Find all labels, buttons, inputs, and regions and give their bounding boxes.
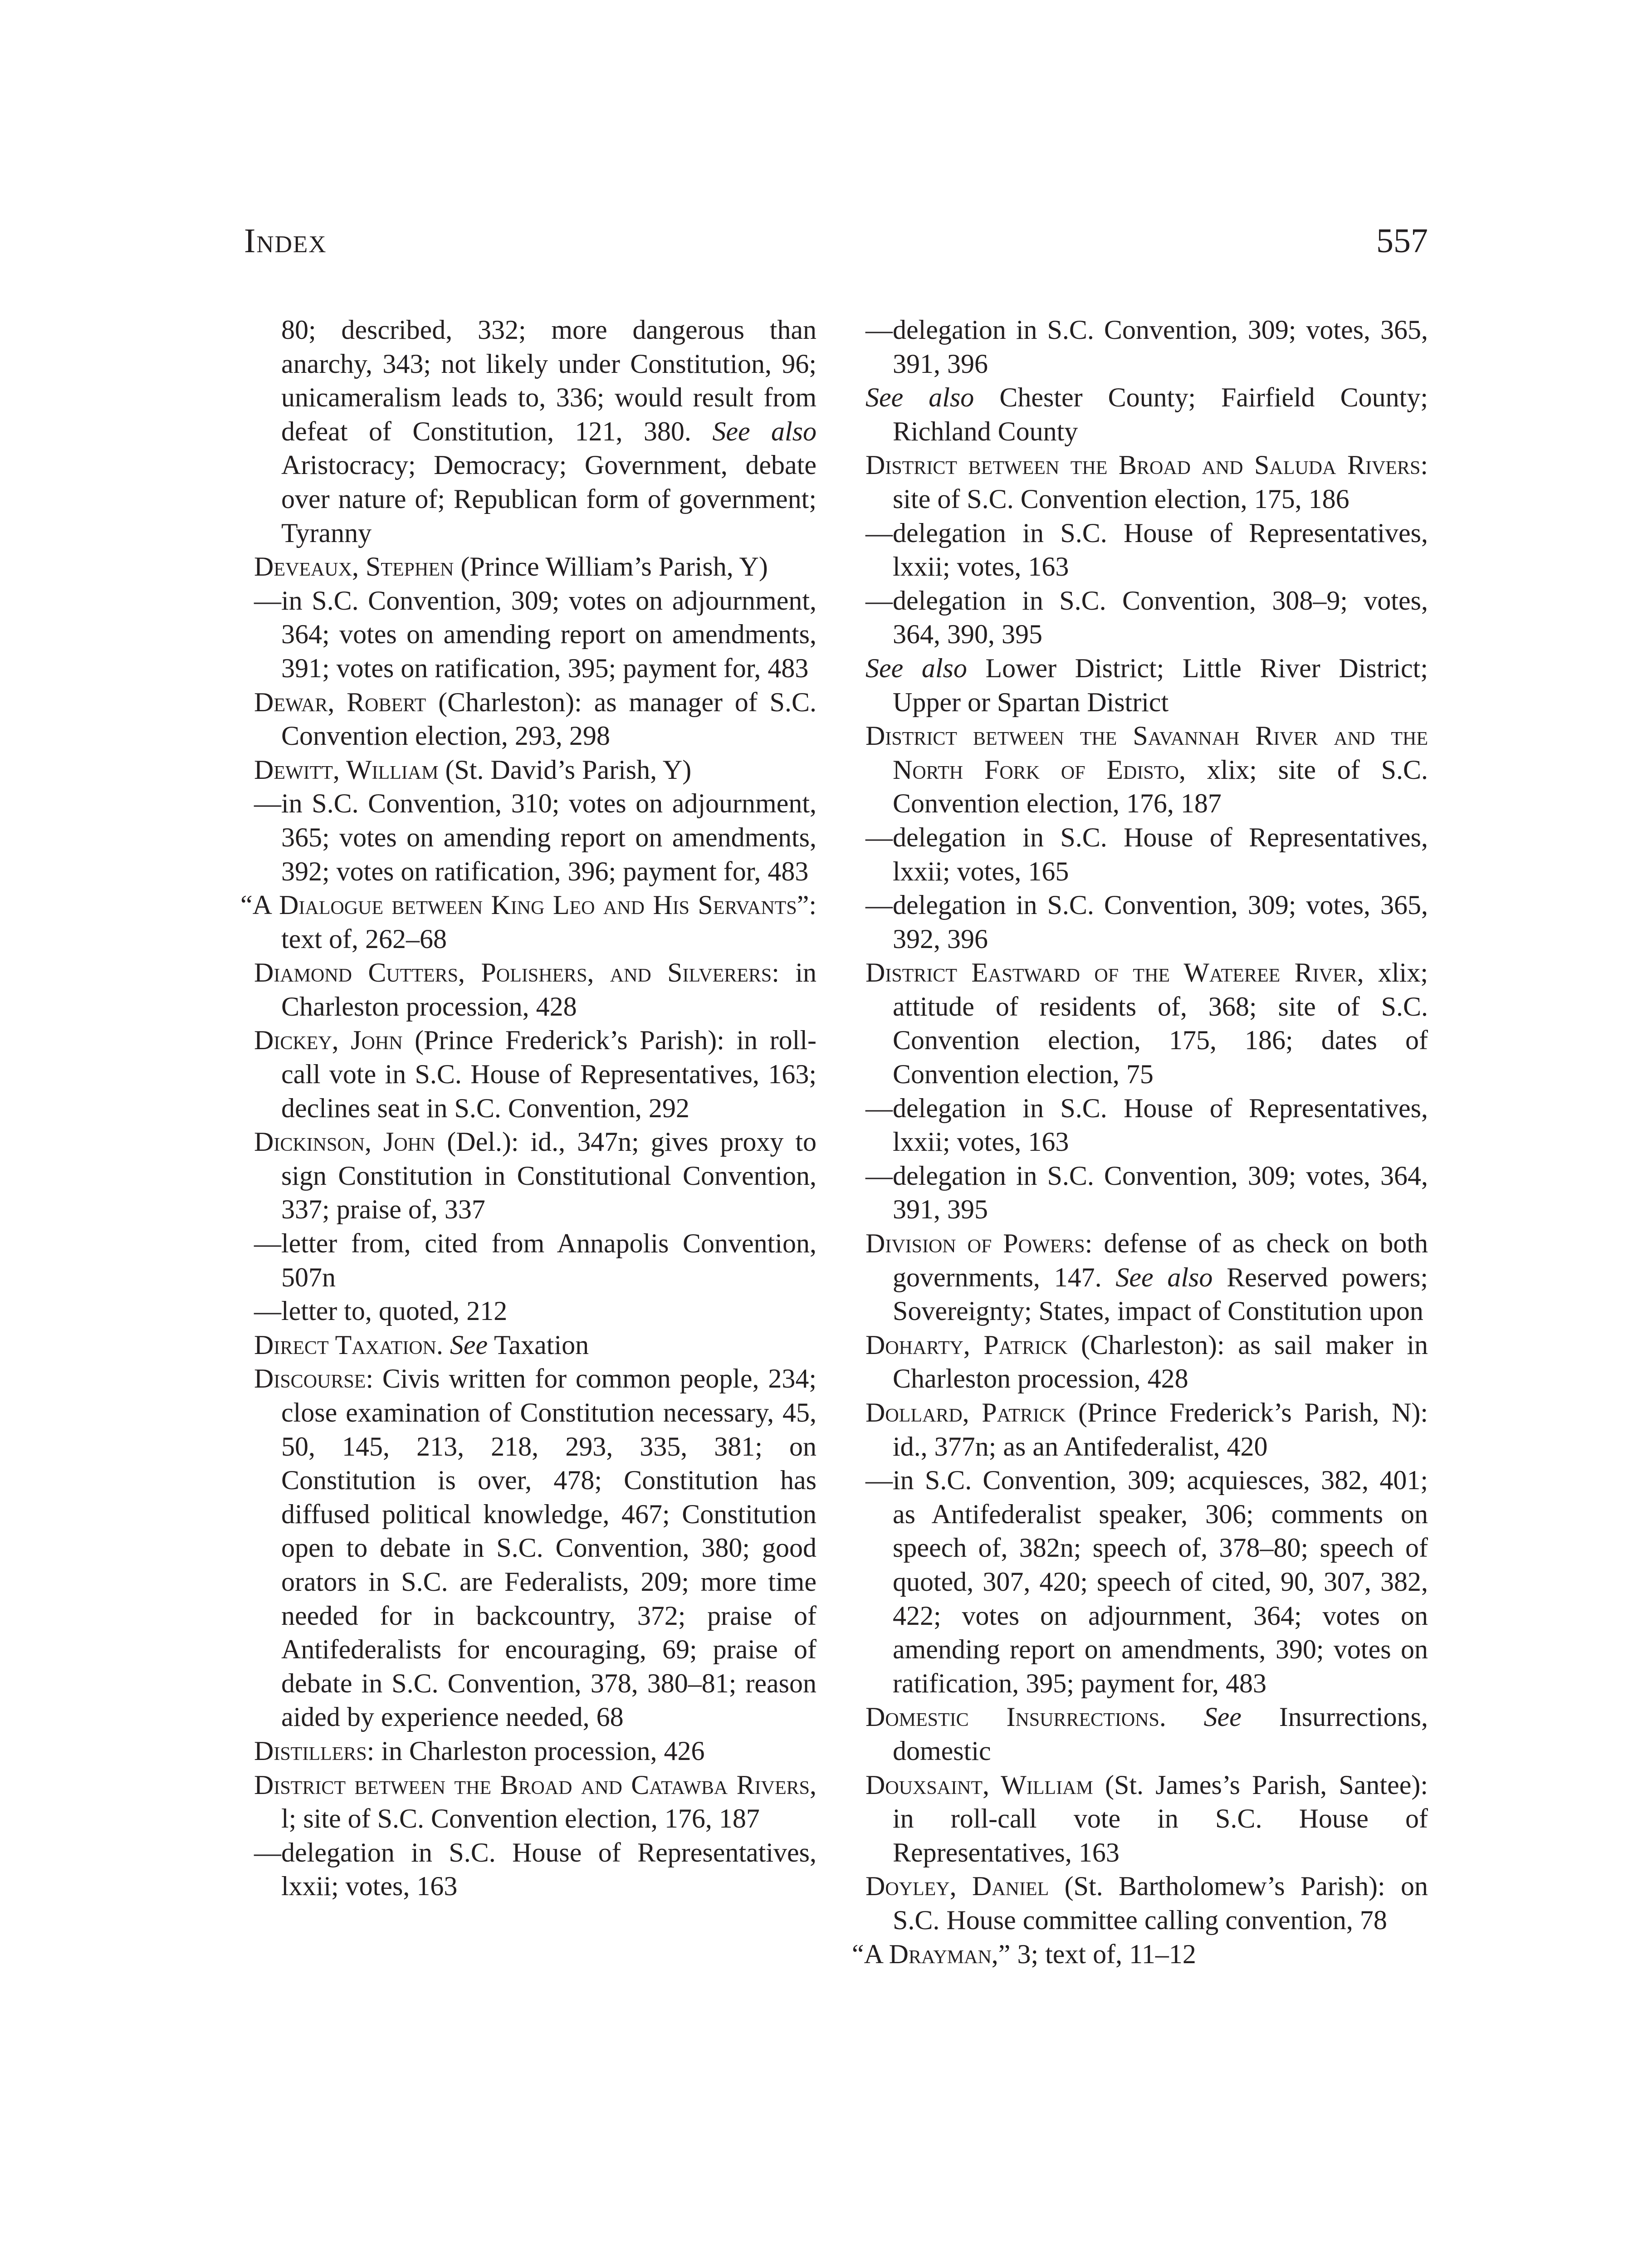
entry-heading: Dollard, Patrick [865, 1398, 1066, 1427]
entry-text: —in S.C. Convention, 309; acquiesces, 382, 401; as Antifederalist speaker, 306; comments on speech of, 382n; speech of, 378–80; speech of quoted, 307, 420; speech of cited, 90, 307, 382, 422; votes on adjournment, 364; votes on amending report on amendments, 390; votes on ratification, 395; payment for, 483 [865, 1465, 1428, 1698]
entry-heading: Domestic Insurrections [865, 1702, 1159, 1732]
entry-text: . [1159, 1702, 1204, 1732]
index-subentry [231, 787, 816, 888]
index-entry [231, 550, 816, 584]
entry-text: —in S.C. Convention, 309; votes on adjournment, 364; votes on amending report on amendments, 391; votes on ratification, 395; payment for, 483 [254, 585, 816, 683]
entry-heading: Distillers [254, 1735, 367, 1766]
entry-text: —delegation in S.C. Convention, 309; votes, 365, 391, 396 [865, 315, 1428, 379]
cross-reference-label: See also [865, 653, 967, 683]
entry-text: —delegation in S.C. Convention, 308–9; votes, 364, 390, 395 [865, 585, 1428, 650]
entry-heading: District between the Broad and Saluda Rivers [865, 450, 1421, 480]
index-subentry [843, 516, 1428, 584]
index-entry [231, 1023, 816, 1125]
entry-text: , l; site of S.C. Convention election, 176, 187 [281, 1769, 816, 1834]
entry-heading: District Eastward of the Wateree River [865, 958, 1357, 988]
index-subentry [231, 1294, 816, 1328]
cross-reference-label: See also [712, 416, 817, 446]
cross-reference-label: See also [865, 382, 974, 413]
entry-text: 80; described, 332; more dangerous than anarchy, 343; not likely under Constitution, 96; unicameralism leads to, 336; would result from defeat of Constitution, 121, 380. [281, 315, 816, 446]
entry-text: —delegation in S.C. House of Representatives, lxxii; votes, 163 [254, 1837, 816, 1901]
index-column-right [843, 313, 1428, 1971]
cross-reference-label: See [1203, 1702, 1242, 1732]
entry-text: —delegation in S.C. House of Representatives, lxxii; votes, 165 [865, 822, 1428, 886]
index-subentry [843, 1159, 1428, 1227]
entry-heading: District between the Broad and Catawba Rivers [254, 1769, 810, 1800]
entry-text: (Del.): id., 347n; gives proxy to sign Constitution in Constitutional Convention, 337; praise of, 337 [281, 1127, 817, 1225]
entry-text: Reserved powers; Sovereignty; States, impact of Constitution upon [893, 1262, 1428, 1326]
index-entry [843, 1227, 1428, 1328]
entry-heading: Deveaux, Stephen [254, 552, 454, 582]
entry-heading: Diamond Cutters, Polishers, and Silverers [254, 958, 772, 988]
entry-text: —delegation in S.C. Convention, 309; votes, 365, 392, 396 [865, 890, 1428, 954]
index-subentry [231, 1227, 816, 1294]
entry-text: Lower District; Little River District; Upper or Spartan District [893, 653, 1428, 717]
entry-text: Taxation [488, 1330, 589, 1360]
entry-text: : site of S.C. Convention election, 175, 186 [893, 450, 1428, 514]
entry-heading: Douxsaint, William [865, 1769, 1093, 1800]
entry-text: (Prince Frederick’s Parish): in roll-call vote in S.C. House of Representatives, 163; declines seat in S.C. Convention, 292 [281, 1025, 816, 1123]
index-entry [843, 1869, 1428, 1937]
index-entry [843, 1328, 1428, 1396]
entry-text: (St. Bartholomew’s Parish): on S.C. House committee calling convention, 78 [893, 1871, 1428, 1935]
index-entry [231, 753, 816, 787]
index-entry [843, 956, 1428, 1091]
entry-text: : defense of as check on both governments, 147. [893, 1228, 1428, 1292]
index-entry [231, 1768, 816, 1836]
index-subentry [843, 821, 1428, 888]
entry-heading: Direct Taxation [254, 1330, 436, 1360]
index-subentry [843, 313, 1428, 381]
entry-heading: Dewar, Robert [254, 687, 426, 717]
index-entry [231, 1734, 816, 1768]
entry-heading: Division of Powers [865, 1228, 1085, 1259]
index-entry [843, 1768, 1428, 1870]
index-entry [231, 1125, 816, 1227]
entry-text: —letter from, cited from Annapolis Convention, 507n [254, 1228, 816, 1292]
index-subentry [843, 1091, 1428, 1159]
index-entry [231, 1362, 816, 1734]
index-entry-continued [231, 313, 816, 550]
entry-heading: Discourse [254, 1364, 366, 1394]
index-subentry [843, 584, 1428, 651]
index-entry [843, 448, 1428, 516]
entry-heading: Dickey, John [254, 1025, 403, 1056]
index-entry [843, 381, 1428, 448]
entry-text: : in Charleston procession, 426 [367, 1735, 705, 1766]
cross-reference-label: See [450, 1330, 488, 1360]
entry-text: . [436, 1330, 450, 1360]
index-column-left [231, 313, 816, 1903]
entry-text: , xlix; attitude of residents of, 368; site of S.C. Convention election, 175, 186; dates of Convention election, 75 [893, 958, 1428, 1090]
index-subentry [843, 888, 1428, 956]
entry-heading: District between the Savannah River and the North Fork of Edisto [865, 721, 1428, 785]
entry-heading: “A Drayman,” [852, 1939, 1011, 1969]
running-head [244, 221, 1428, 271]
entry-heading: Doharty, Patrick [865, 1330, 1068, 1360]
entry-heading: “A Dialogue between King Leo and His Servants” [240, 890, 809, 920]
entry-text: Chester County; Fairfield County; Richland County [893, 382, 1428, 446]
entry-text: , xlix; site of S.C. Convention election, 176, 187 [893, 754, 1428, 819]
entry-text: (Prince Frederick’s Parish, N): id., 377n; as an Antifederalist, 420 [893, 1398, 1428, 1461]
index-entry [843, 1937, 1428, 1971]
index-entry [843, 651, 1428, 719]
entry-heading: Doyley, Daniel [865, 1871, 1049, 1901]
index-subentry [843, 1463, 1428, 1700]
entry-text: : Civis written for common people, 234; close examination of Constitution necessary, 45, 50, 145, 213, 218, 293, 335, 381; on Constitution is over, 478; Constitution has diffused political knowledge, 467; Constitution open to debate in S.C. Convention, 380; good orators in S.C. are Federalists, 209; more time needed for in backcountry, 372; praise of Antifederalists for encouraging, 69; praise of debate in S.C. Convention, 378, 380–81; reason aided by experience needed, 68 [281, 1364, 816, 1732]
index-entry [231, 888, 816, 956]
entry-text: —delegation in S.C. House of Representatives, lxxii; votes, 163 [865, 1093, 1428, 1157]
page-number: 557 [1376, 222, 1428, 260]
entry-text: Insurrections, domestic [893, 1702, 1428, 1766]
entry-heading: Dewitt, William [254, 754, 439, 785]
entry-text: —letter to, quoted, 212 [254, 1296, 508, 1326]
index-entry [231, 1328, 816, 1362]
entry-text: 3; text of, 11–12 [1010, 1939, 1196, 1969]
index-entry [843, 719, 1428, 821]
index-entry [843, 1700, 1428, 1768]
running-head-title: Index [244, 222, 327, 260]
entry-text: (St. David’s Parish, Y) [438, 754, 692, 785]
entry-text: Aristocracy; Democracy; Government, debate over nature of; Republican form of government; Tyranny [281, 450, 816, 548]
entry-text: (St. James’s Parish, Santee): in roll-call vote in S.C. House of Representatives, 163 [893, 1769, 1428, 1867]
entry-text: —delegation in S.C. House of Representatives, lxxii; votes, 163 [865, 518, 1428, 582]
index-entry [231, 956, 816, 1023]
entry-text: —delegation in S.C. Convention, 309; votes, 364, 391, 395 [865, 1160, 1428, 1225]
entry-heading: Dickinson, John [254, 1127, 435, 1157]
entry-text: (Charleston): as manager of S.C. Convention election, 293, 298 [281, 687, 816, 751]
entry-text: (Charleston): as sail maker in Charleston procession, 428 [893, 1330, 1428, 1394]
entry-text: —in S.C. Convention, 310; votes on adjournment, 365; votes on amending report on amendments, 392; votes on ratification, 396; payment for, 483 [254, 788, 816, 886]
index-entry [231, 685, 816, 753]
entry-text: : text of, 262–68 [281, 890, 816, 954]
index-subentry [231, 584, 816, 685]
cross-reference-label: See also [1115, 1262, 1213, 1292]
entry-text: : in Charleston procession, 428 [281, 958, 816, 1022]
index-subentry [231, 1836, 816, 1903]
entry-text: (Prince William’s Parish, Y) [454, 552, 768, 582]
index-entry [843, 1396, 1428, 1463]
